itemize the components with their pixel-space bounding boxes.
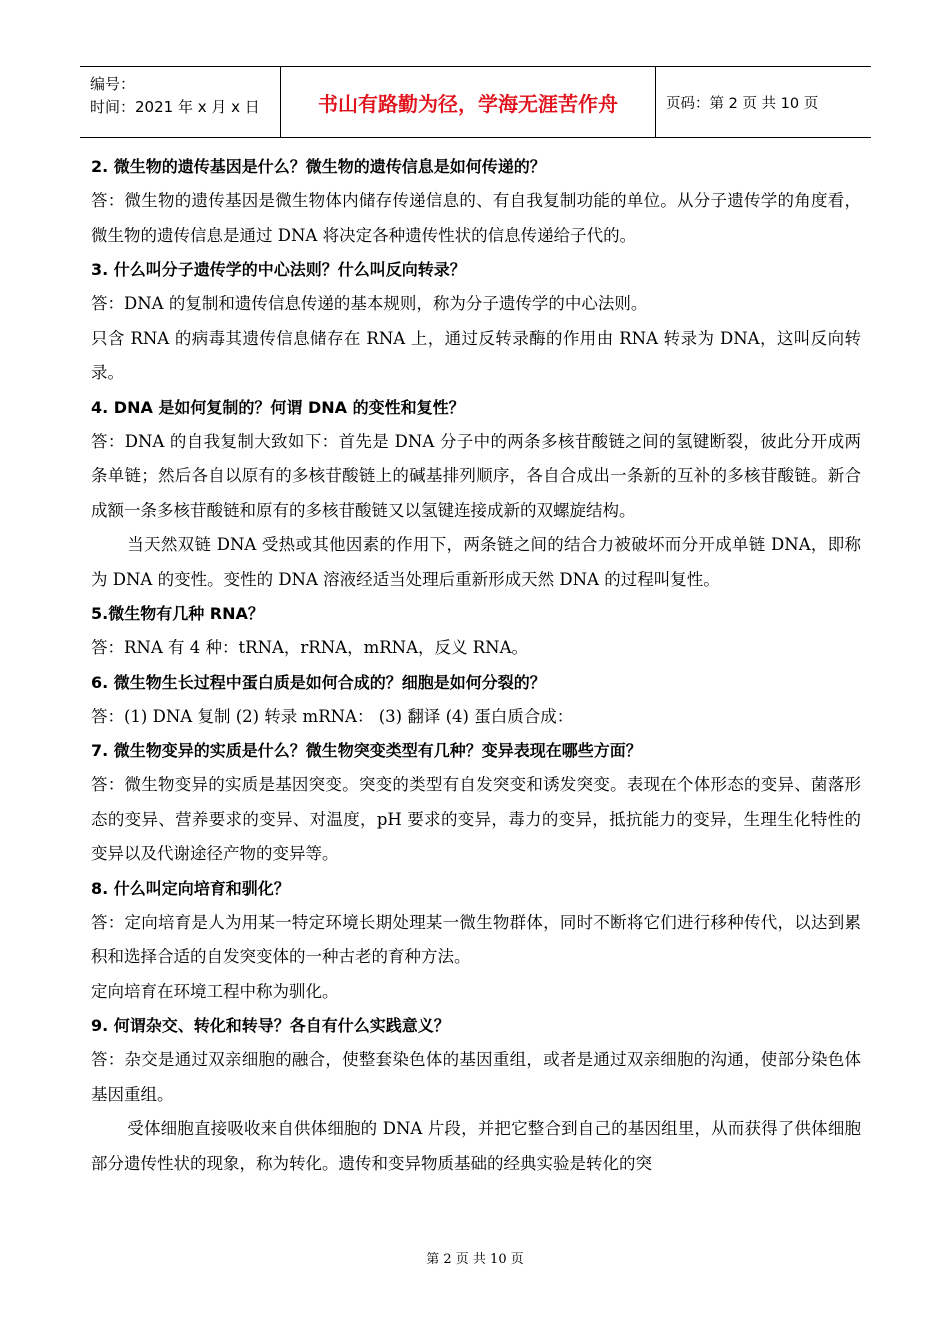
answer-paragraph: 答：定向培育是人为用某一特定环境长期处理某一微生物群体，同时不断将它们进行移种传代，以达到累积和选择合适的自发突变体的一种古老的育种方法。 (91, 912, 861, 966)
page-header (80, 66, 871, 138)
question-heading: 5.微生物有几种 RNA？ (91, 604, 264, 623)
question-heading: 2. 微生物的遗传基因是什么？微生物的遗传信息是如何传递的？ (91, 157, 546, 176)
header-page-label: 页码：第 2 页 共 10 页 (666, 95, 819, 112)
answer-paragraph: 定向培育在环境工程中称为驯化。 (91, 981, 339, 1001)
answer-paragraph: 答：RNA 有 4 种：tRNA，rRNA，mRNA，反义 RNA。 (91, 638, 529, 657)
header-motto: 书山有路勤为径，学海无涯苦作舟 (280, 67, 656, 137)
answer-paragraph: 答：(1) DNA 复制 (2) 转录 mRNA： (3) 翻译 (4) 蛋白质合成： (91, 706, 574, 726)
document-body (91, 150, 861, 1181)
question-heading: 4. DNA 是如何复制的？何谓 DNA 的变性和复性？ (91, 397, 465, 417)
answer-paragraph: 答：微生物的遗传基因是微生物体内储存传递信息的、有自我复制功能的单位。从分子遗传学的角度看，微生物的遗传信息是通过 DNA 将决定各种遗传性状的信息传递给子代的。 (91, 191, 861, 245)
answer-paragraph: 只含 RNA 的病毒其遗传信息储存在 RNA 上，通过反转录酶的作用由 RNA 转录为 DNA，这叫反向转录。 (91, 328, 861, 382)
answer-paragraph: 答：杂交是通过双亲细胞的融合，使整套染色体的基因重组，或者是通过双亲细胞的沟通，使部分染色体基因重组。 (91, 1050, 861, 1104)
answer-paragraph: 答：DNA 的复制和遗传信息传递的基本规则，称为分子遗传学的中心法则。 (91, 294, 648, 313)
question-heading: 6. 微生物生长过程中蛋白质是如何合成的？细胞是如何分裂的？ (91, 672, 546, 692)
question-heading: 8. 什么叫定向培育和驯化？ (91, 878, 290, 898)
time-label: 时间：2021 年 x 月 x 日 (90, 98, 260, 116)
question-heading: 3. 什么叫分子遗传学的中心法则？什么叫反向转录？ (91, 260, 466, 279)
page-footer: 第 2 页 共 10 页 (426, 1252, 524, 1267)
answer-paragraph: 答：DNA 的自我复制大致如下：首先是 DNA 分子中的两条多核苷酸链之间的氢键断裂，彼此分开成两条单链；然后各自以原有的多核苷酸链上的碱基排列顺序，各自合成出一条新的互补的多核苷酸链。新合成额一条多核苷酸链和原有的多核苷酸链又以氢键连接成新的双螺旋结构。 (91, 431, 861, 520)
question-heading: 7. 微生物变异的实质是什么？微生物突变类型有几种？变异表现在哪些方面？ (91, 741, 642, 760)
number-label: 编号： (90, 75, 136, 93)
answer-paragraph: 受体细胞直接吸收来自供体细胞的 DNA 片段，并把它整合到自己的基因组里，从而获得了供体细胞部分遗传性状的现象，称为转化。遗传和变异物质基础的经典实验是转化的突 (91, 1119, 861, 1173)
header-meta (80, 67, 280, 137)
answer-paragraph: 当天然双链 DNA 受热或其他因素的作用下，两条链之间的结合力被破坏而分开成单链 DNA，即称为 DNA 的变性。变性的 DNA 溶液经适当处理后重新形成天然 DNA 的过程叫复性。 (91, 535, 861, 589)
question-heading: 9. 何谓杂交、转化和转导？各自有什么实践意义？ (91, 1016, 450, 1035)
answer-paragraph: 答：微生物变异的实质是基因突变。突变的类型有自发突变和诱发突变。表现在个体形态的变异、菌落形态的变异、营养要求的变异、对温度，pH 要求的变异，毒力的变异，抵抗能力的变异，生理生化特性的变异以及代谢途径产物的变异等。 (91, 775, 861, 863)
